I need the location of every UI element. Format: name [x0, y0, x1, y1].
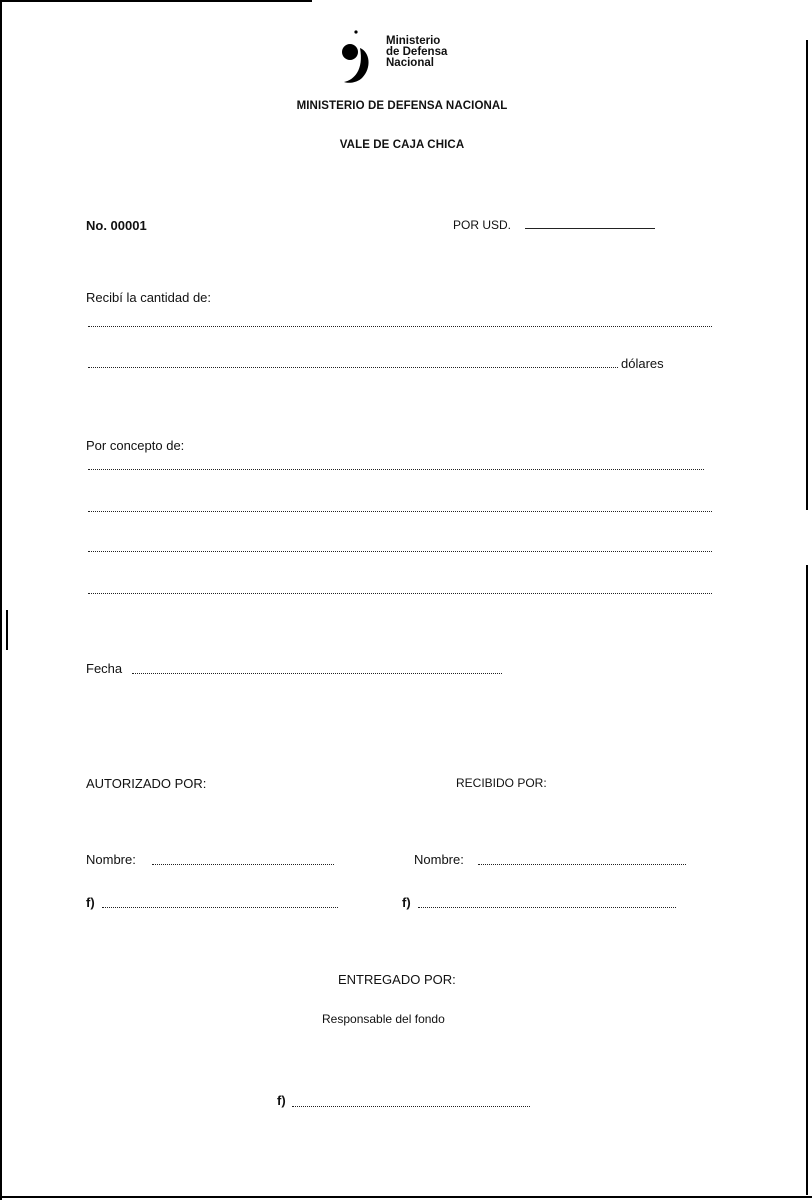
authorized-sign-line [102, 907, 338, 908]
received-label: Recibí la cantidad de: [86, 290, 212, 305]
scan-right-mark-top [806, 40, 808, 510]
logo-line-1: Ministerio [386, 35, 441, 47]
concept-label: Por concepto de: [86, 438, 185, 453]
ministry-logo [336, 24, 486, 94]
date-line [132, 673, 502, 674]
concept-line-4 [88, 593, 712, 594]
dolares-label: dólares [621, 356, 664, 371]
authorized-name-line [152, 864, 334, 865]
delivered-sign-label: f) [277, 1093, 286, 1108]
scan-bottom-line [0, 1196, 812, 1198]
authorized-sign-label: f) [86, 895, 95, 910]
concept-line-2 [88, 511, 712, 512]
concept-line-1 [88, 469, 704, 470]
por-usd-line [525, 228, 655, 229]
received-line-1 [88, 326, 712, 327]
logo-line-3: Nacional [386, 57, 434, 69]
date-label: Fecha [86, 661, 123, 676]
receiver-title: RECIBIDO POR: [456, 776, 547, 790]
authorized-title: AUTORIZADO POR: [86, 776, 207, 791]
authorized-name-label: Nombre: [86, 852, 136, 867]
receiver-name-line [478, 864, 686, 865]
logo-line-2: de Defensa [386, 46, 448, 58]
delivered-title: ENTREGADO POR: [338, 972, 456, 987]
scan-left-edge [0, 0, 2, 1200]
voucher-number: No. 00001 [86, 218, 147, 233]
delivered-subtitle: Responsable del fondo [322, 1012, 445, 1026]
ministry-heading: MINISTERIO DE DEFENSA NACIONAL [296, 100, 508, 112]
logo-text [386, 36, 447, 69]
scan-top-line [0, 0, 312, 2]
delivered-sign-line [292, 1106, 530, 1107]
scan-left-mark [6, 610, 8, 650]
receiver-sign-line [418, 907, 676, 908]
receiver-sign-label: f) [402, 895, 411, 910]
scan-right-mark-bottom [806, 565, 808, 1195]
document-title: VALE DE CAJA CHICA [339, 139, 465, 151]
ministry-emblem-icon [336, 30, 382, 88]
por-usd-label: POR USD. [453, 218, 512, 232]
receiver-name-label: Nombre: [414, 852, 464, 867]
concept-line-3 [88, 551, 712, 552]
received-line-2 [88, 367, 618, 368]
